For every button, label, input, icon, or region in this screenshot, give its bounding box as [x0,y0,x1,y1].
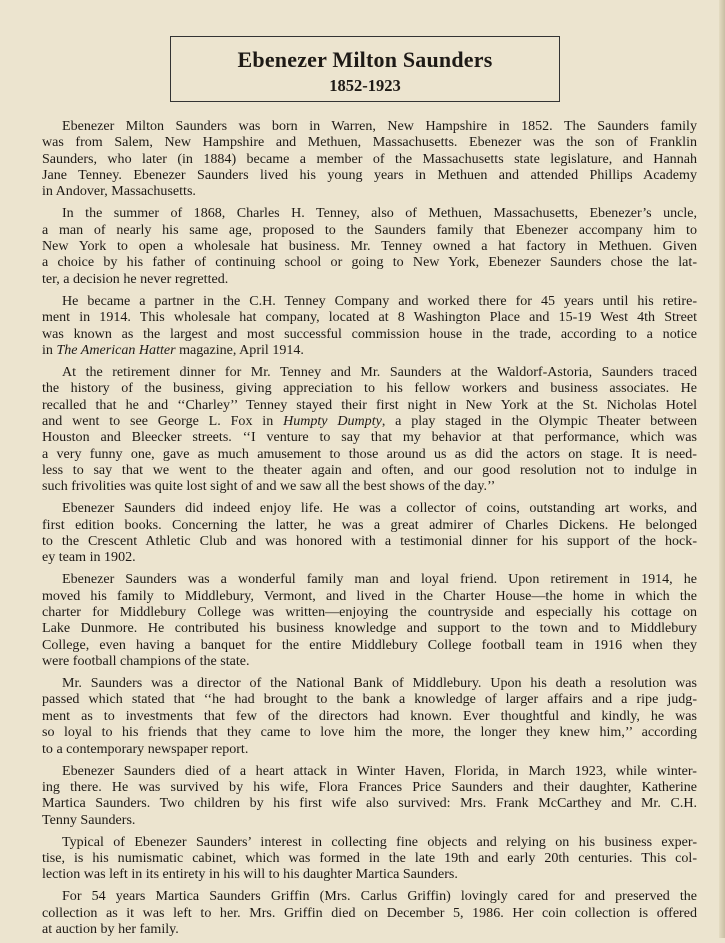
text-line: At the retirement dinner for Mr. Tenney and Mr. Saunders at the Waldorf-Astoria, Saunders traced [62,363,697,380]
text-line: were football champions of the state. [42,653,250,670]
text-line: in Andover, Massachusetts. [42,183,196,200]
paragraph-cabinet [42,834,697,883]
text-line: recalled that he and ‘‘Charley’’ Tenney stayed their first night in New York at the St. Nicholas Hotel [42,396,697,413]
text-line: Saunders, who later (in 1884) became a member of the Massachusetts state legislature, and Hannah [42,150,697,167]
text-line: a man of nearly his same age, proposed to the Saunders family that Ebenezer accompany him to [42,221,697,238]
life-dates: 1852-1923 [329,76,401,95]
page-edge [719,0,725,938]
text-line: passed which stated that ‘‘he had brought to the bank a knowledge of larger affairs and a ripe judg- [42,691,697,708]
page-title: Ebenezer Milton Saunders [237,47,493,72]
text-line: Martica Saunders. Two children by his first wife also survived: Mrs. Frank McCarthey and Mr. C.H. [42,795,697,812]
text-line [42,342,697,358]
text-line: lection was left in its entirety in his will to his daughter Martica Saunders. [42,866,458,883]
title-box [170,36,560,102]
text-line: ey team in 1902. [42,549,136,566]
text-line: moved his family to Middlebury, Vermont, and lived in the Charter House—the home in which the [42,587,697,604]
text-line: Ebenezer Milton Saunders was born in Warren, New Hampshire in 1852. The Saunders family [62,118,697,134]
text-line: For 54 years Martica Saunders Griffin (Mrs. Carlus Griffin) lovingly cared for and preserved the [62,888,697,905]
text-segment: magazine, April 1914. [175,341,304,358]
text-line: Houston and Bleecker streets. ‘‘I venture to say that my behavior at that performance, which was [42,429,697,446]
text-line: Jane Tenney. Ebenezer Saunders lived his young years in Methuen and attended Phillips Academy [42,167,697,184]
text-line [42,413,697,429]
text-line: ment in 1914. This wholesale hat company, located at 8 Washington Place and 15-19 West 4th Street [42,309,697,326]
biography-text [42,118,697,943]
text-line: a choice by his father of continuing school or going to New York, Ebenezer Saunders chose the lat- [42,254,697,271]
text-line: Ebenezer Saunders died of a heart attack in Winter Haven, Florida, in March 1923, while winter- [62,762,697,779]
text-segment: and went to see George L. Fox in [42,412,284,429]
paragraph-bank [42,675,697,757]
text-line: Lake Dunmore. He contributed his business knowledge and support to the town and to Middlebury [42,620,697,637]
text-line: was known as the largest and most successful commission house in the trade, according to a notice [42,325,697,342]
text-line: Mr. Saunders was a director of the National Bank of Middlebury. Upon his death a resolution was [62,675,697,692]
text-line: ing there. He was survived by his wife, Flora Frances Price Saunders and their daughter, Katherine [42,778,697,795]
text-segment: , a play staged in the Olympic Theater between [381,412,697,429]
paragraph-partner [42,293,697,358]
text-line: ment as to investments that few of the directors had known. Ever thoughtful and kindly, he was [42,707,697,724]
text-line: tise, is his numismatic cabinet, which was formed in the late 19th and early 20th centuries. This col- [42,849,697,866]
text-line: In the summer of 1868, Charles H. Tenney, also of Methuen, Massachusetts, Ebenezer’s uncle, [62,205,697,222]
magazine-title: The American Hatter [56,341,176,358]
text-line: to the Crescent Athletic Club and was honored with a testimonial dinner for his support of the hock- [42,533,697,549]
text-line: charter for Middlebury College was written—enjoying the countryside and especially his cottage on [42,604,697,621]
text-line: Ebenezer Saunders was a wonderful family man and loyal friend. Upon retirement in 1914, he [62,571,697,588]
text-line: to a contemporary newspaper report. [42,740,249,757]
text-line: College, even having a banquet for the entire Middlebury College football team in 1916 when they [42,636,697,653]
text-line: a very funny one, gave as much amusement to those around us as did the actors on stage. It is need- [42,445,697,462]
text-line: New York to open a wholesale hat business. Mr. Tenney owned a hat factory in Methuen. Given [42,238,697,255]
text-line: so loyal to his friends that they came to love him the more, the longer they knew him,’’ according [42,724,697,741]
paragraph-death [42,763,697,828]
text-line: was from Salem, New Hampshire and Methuen, Massachusetts. Ebenezer was the son of Franklin [42,134,697,151]
paragraph-auction [42,888,697,937]
paragraph-middlebury [42,571,697,669]
paragraph-enjoyment [42,500,697,565]
text-segment: in [42,341,57,358]
text-line: Ebenezer Saunders did indeed enjoy life. He was a collector of coins, outstanding art works, and [62,500,697,517]
play-title: Humpty Dumpty [283,412,382,429]
paragraph-retirement-dinner [42,364,697,495]
text-line: collection as it was left to her. Mrs. Griffin died on December 5, 1986. Her coin collection is offered [42,904,697,921]
text-line: at auction by her family. [42,921,179,937]
paragraph-birth [42,118,697,200]
text-line: the history of the business, giving appreciation to his fellow workers and business associates. He [42,380,697,397]
text-line: He became a partner in the C.H. Tenney Company and worked there for 45 years until his retire- [62,292,697,309]
text-line: such frivolities was quite lost sight of and we saw all the best shows of the day.’’ [42,478,496,495]
text-line: first edition books. Concerning the latter, he was a great admirer of Charles Dickens. He belonged [42,516,697,533]
text-line: Tenny Saunders. [42,811,136,828]
text-line: less to say that we went to the theater again and often, and our good resolution not to indulge in [42,461,697,478]
text-line: ter, a decision he never regretted. [42,270,229,287]
text-line: Typical of Ebenezer Saunders’ interest in collecting fine objects and relying on his business exper- [62,833,697,850]
paragraph-new-york [42,205,697,287]
